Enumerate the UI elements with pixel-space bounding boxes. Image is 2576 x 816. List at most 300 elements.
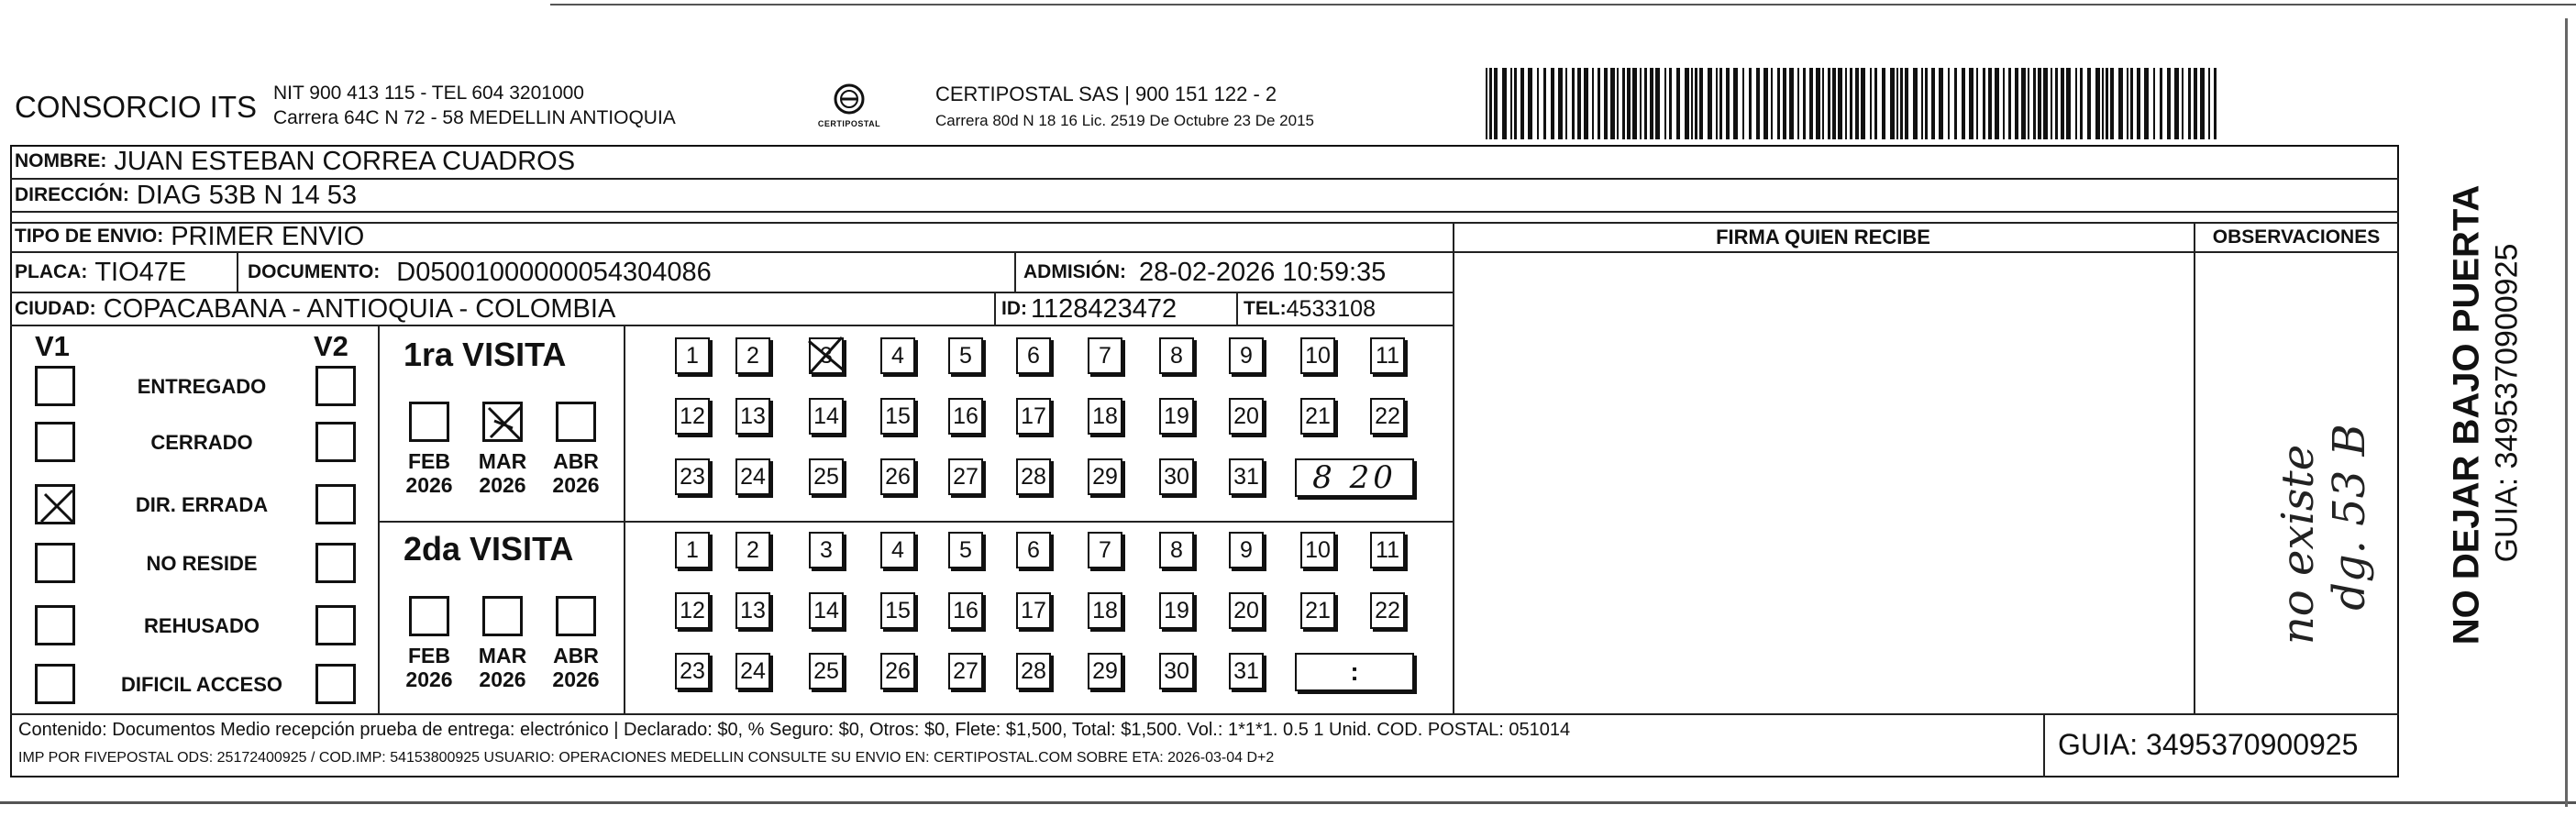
ciudad-value: COPACABANA - ANTIOQUIA - COLOMBIA [103,293,616,324]
documento-value: D05001000000054304086 [396,257,712,287]
day-number: 23 [680,657,705,684]
barcode-bar [2066,68,2071,139]
v2-column-header: V2 [314,330,348,362]
firma-area[interactable] [1454,253,2194,713]
placa-row [15,253,186,292]
barcode-bar [1976,68,1978,139]
v1-checkbox[interactable] [35,664,75,704]
day-number: 28 [1021,463,1046,490]
tipo-envio-label: TIPO DE ENVIO: [15,226,164,247]
footer-guia-divider [2043,713,2045,777]
id-row [1001,293,1177,325]
barcode-bar [2106,68,2108,139]
day-number: 17 [1021,597,1046,623]
tel-value: 4533108 [1286,295,1376,322]
row-divider [10,178,2399,180]
barcode-bar [1551,68,1554,139]
day-box[interactable] [1016,337,1051,374]
month-label: FEB [408,644,450,667]
day-box[interactable] [1016,398,1051,435]
nombre-row [15,145,575,178]
status-label: CERRADO [150,431,253,454]
visit-time-box[interactable] [1295,458,1414,497]
day-box[interactable] [1016,458,1051,495]
month-year: 2026 [552,667,600,691]
day-number: 19 [1164,402,1189,429]
barcode-bar [1896,68,1898,139]
day-box[interactable] [1159,337,1194,374]
barcode-bar [1510,68,1512,139]
barcode-bar [1650,68,1653,139]
certipostal-logo [813,79,886,134]
barcode-bar [2188,68,2191,139]
day-number: 6 [1027,536,1040,563]
barcode-bar [1669,68,1672,139]
barcode-bar [2174,68,2179,139]
day-number: 11 [1376,342,1399,369]
day-box[interactable] [1159,653,1194,689]
barcode-bar [2130,68,2133,139]
day-box[interactable] [948,337,983,374]
barcode-bar [1921,68,1923,139]
v1-column-header: V1 [35,330,70,362]
carrier-name: CERTIPOSTAL SAS | 900 151 122 - 2 [935,83,1277,105]
month-checkbox-feb[interactable] [409,596,449,636]
day-number: 22 [1375,597,1400,623]
day-box[interactable] [1300,532,1335,568]
barcode-bar [1598,68,1600,139]
day-box[interactable] [880,592,915,629]
day-box[interactable] [675,458,710,495]
barcode-bar [2137,68,2140,139]
documento-label: DOCUMENTO: [248,261,381,282]
day-box[interactable] [1229,653,1264,689]
barcode-bar [1708,68,1712,139]
day-number: 13 [740,402,766,429]
barcode-bar [1691,68,1693,139]
barcode-bar [1783,68,1786,139]
day-box[interactable] [880,458,915,495]
v2-checkbox[interactable] [315,366,356,406]
month-label: MAR [478,449,527,473]
day-box[interactable] [735,398,770,435]
barcode-bar [1676,68,1680,139]
day-box[interactable] [675,592,710,629]
barcode-bar [1627,68,1631,139]
month-label: MAR [478,644,527,667]
barcode-bar [1494,68,1498,139]
company-nit-tel: NIT 900 413 115 - TEL 604 3201000 [273,83,584,104]
day-number: 8 [1170,342,1183,369]
day-box[interactable] [880,398,915,435]
day-number: 10 [1305,342,1331,369]
barcode-bar [1610,68,1615,139]
visit-time: 8 20 [1312,459,1397,496]
id-value: 1128423472 [1031,293,1177,324]
day-number: 1 [686,342,699,369]
day-box[interactable] [675,653,710,689]
day-number: 4 [891,536,904,563]
day-number: 2 [746,342,759,369]
placa-label: PLACA: [15,261,88,282]
row-divider [10,325,1453,326]
barcode-bar [2021,68,2026,139]
day-box[interactable] [1300,337,1335,374]
month-checkbox-mar[interactable] [482,402,523,442]
day-box[interactable] [1300,398,1335,435]
day-box[interactable] [809,653,844,689]
barcode-bar [2015,68,2018,139]
tipo-envio-row [15,222,364,251]
barcode-bar [1763,68,1768,139]
day-number: 16 [953,597,978,623]
barcode-bar [1850,68,1852,139]
barcode-bar [1695,68,1697,139]
barcode-bar [1816,68,1820,139]
placa-divider [237,253,238,292]
day-box[interactable] [809,532,844,568]
barcode-bar [2208,68,2210,139]
day-number: 27 [953,657,978,684]
barcode-bar [1771,68,1773,139]
day-box[interactable] [1370,398,1405,435]
direccion-row [15,180,357,211]
status-label: DIFICIL ACCESO [120,673,282,696]
barcode-bar [1733,68,1738,139]
day-box[interactable] [880,337,915,374]
barcode-bar [2144,68,2149,139]
day-box[interactable] [1088,337,1122,374]
day-number: 3 [820,536,833,563]
day-box[interactable] [735,458,770,495]
observaciones-header: OBSERVACIONES [2212,226,2381,248]
barcode-bar [2061,68,2064,139]
barcode-bar [1797,68,1799,139]
v2-checkbox[interactable] [315,664,356,704]
admision-row [1023,253,1386,292]
barcode-bar [1855,68,1859,139]
barcode-bar [1685,68,1689,139]
day-box[interactable] [1229,337,1264,374]
day-box[interactable] [735,653,770,689]
barcode-bar [1558,68,1563,139]
day-box[interactable] [948,458,983,495]
day-box[interactable] [948,653,983,689]
barcode-bar [2043,68,2048,139]
nombre-value: JUAN ESTEBAN CORREA CUADROS [114,146,576,176]
barcode-bar [1939,68,1943,139]
day-box[interactable] [1088,653,1122,689]
day-box[interactable] [1159,592,1194,629]
day-number: 9 [1240,536,1253,563]
day-number: 6 [1027,342,1040,369]
day-number: 27 [953,463,978,490]
month-checkbox-abr[interactable] [556,596,596,636]
day-number: 3 [820,342,833,369]
v1-checkbox[interactable] [35,605,75,645]
v1-checkbox[interactable] [35,422,75,462]
barcode-bar [2182,68,2184,139]
day-box[interactable] [1088,458,1122,495]
v2-checkbox[interactable] [315,422,356,462]
day-number: 18 [1092,402,1118,429]
barcode-bar [2095,68,2100,139]
status-label: REHUSADO [144,614,260,637]
day-number: 12 [680,402,705,429]
barcode-bar [1803,68,1806,139]
company-address: Carrera 64C N 72 - 58 MEDELLIN ANTIOQUIA [273,107,676,128]
day-number: 10 [1305,536,1331,563]
visit-time: : [1350,657,1359,686]
month-year: 2026 [405,473,453,497]
day-box[interactable] [735,532,770,568]
barcode-bar [1962,68,1965,139]
scan-edge-top [550,4,2576,6]
day-box[interactable] [1229,532,1264,568]
barcode-bar [1742,68,1744,139]
footer-guia: GUIA: 3495370900925 [2058,728,2359,761]
certipostal-logo-text: CERTIPOSTAL [817,119,881,128]
day-box[interactable] [809,592,844,629]
barcode-bar [1572,68,1575,139]
day-number: 24 [740,657,766,684]
visit-time-box[interactable] [1295,653,1414,691]
id-divider [994,293,996,325]
day-box[interactable] [809,458,844,495]
row-divider [10,211,2399,213]
day-box[interactable] [735,592,770,629]
ciudad-row [15,293,615,325]
month-checkbox-feb[interactable] [409,402,449,442]
observaciones-line-2: dg. 53 B [2324,424,2375,611]
barcode-bar [1948,68,1950,139]
day-box[interactable] [1159,532,1194,568]
day-box[interactable] [675,337,710,374]
company-name: CONSORCIO ITS [15,90,258,124]
footer-imp: IMP POR FIVEPOSTAL ODS: 25172400925 / COD.IMP: 54153800925 USUARIO: OPERACIONES MEDELLIN CONSULTE SU ENVIO EN: CERTIPOSTAL.COM SOBRE ETA: 2026-03-04 D+2 [18,750,1275,766]
barcode-bar [1756,68,1760,139]
barcode-bar [1913,68,1918,139]
day-box[interactable] [675,398,710,435]
day-number: 29 [1092,463,1118,490]
barcode-bar [2214,68,2217,139]
day-box[interactable] [1016,653,1051,689]
barcode-bar [1777,68,1780,139]
barcode-bar [1900,68,1903,139]
barcode-bar [1565,68,1567,139]
month-year: 2026 [479,667,526,691]
day-box[interactable] [880,532,915,568]
direccion-label: DIRECCIÓN: [15,184,129,205]
day-box[interactable] [1229,398,1264,435]
barcode-bar [1861,68,1865,139]
barcode-bar [1716,68,1718,139]
v2-checkbox[interactable] [315,543,356,583]
barcode-bar [1604,68,1608,139]
day-box[interactable] [948,592,983,629]
barcode-bar [1726,68,1730,139]
day-box[interactable] [1159,398,1194,435]
barcode-bar [1528,68,1532,139]
day-number: 31 [1233,463,1259,490]
barcode-bar [2055,68,2058,139]
barcode-bar [2200,68,2205,139]
day-box[interactable] [1300,592,1335,629]
documento-row [248,253,712,292]
day-box[interactable] [1016,592,1051,629]
barcode-bar [1983,68,1985,139]
tel-label: TEL: [1244,298,1287,319]
day-box[interactable] [675,532,710,568]
day-box[interactable] [1088,592,1122,629]
day-number: 31 [1233,657,1259,684]
day-number: 28 [1021,657,1046,684]
barcode-bar [1969,68,1973,139]
barcode-bar [2051,68,2052,139]
barcode-bar [1749,68,1752,139]
day-box[interactable] [1159,458,1194,495]
barcode-bar [1845,68,1847,139]
footer-contenido: Contenido: Documentos Medio recepción prueba de entrega: electrónico | Declarado: $0, % Seguro: $0, Otros: $0, Flete: $1,500, Total: $1,500. Vol.: 1*1*1. 0.5 1 Unid. COD. POSTAL: 051014 [18,720,1571,740]
day-box[interactable] [1370,337,1405,374]
admision-divider [1014,253,1016,292]
day-number: 14 [813,402,839,429]
barcode-bar [2194,68,2197,139]
barcode-bar [1520,68,1524,139]
day-number: 25 [813,463,839,490]
barcode-bar [1822,68,1824,139]
month-year: 2026 [405,667,453,691]
barcode-bar [1632,68,1637,139]
barcode-bar [2087,68,2091,139]
v1-checkbox[interactable] [35,366,75,406]
barcode-bar [1809,68,1813,139]
barcode-bar [2118,68,2123,139]
barcode-bar [1870,68,1872,139]
day-number: 26 [885,657,911,684]
nombre-label: NOMBRE: [15,150,107,171]
scan-edge-right [2565,18,2568,807]
scan-edge-bottom [0,801,2576,804]
day-number: 22 [1375,402,1400,429]
barcode-bar [2167,68,2171,139]
barcode-bar [2028,68,2029,139]
day-cross-mark [807,336,847,376]
placa-value: TIO47E [94,257,187,287]
barcode-bar [1543,68,1546,139]
day-number: 13 [740,597,766,623]
barcode-bar [1592,68,1594,139]
month-label: ABR [553,449,599,473]
status-label: NO RESIDE [146,552,258,575]
barcode-bar [1577,68,1581,139]
day-box[interactable] [1088,398,1122,435]
day-number: 12 [680,597,705,623]
barcode-bar [2075,68,2077,139]
day-number: 5 [959,342,972,369]
barcode-bar [1719,68,1722,139]
barcode-bar [2080,68,2083,139]
month-label: ABR [553,644,599,667]
ciudad-label: CIUDAD: [15,298,96,319]
v2-checkbox[interactable] [315,484,356,524]
barcode-bar [1828,68,1830,139]
barcode-bar [2127,68,2128,139]
day-number: 26 [885,463,911,490]
month-checkbox-mar[interactable] [482,596,523,636]
admision-label: ADMISIÓN: [1023,261,1126,282]
observaciones-handwriting [2195,253,2399,713]
v1-checkbox[interactable] [35,484,75,524]
day-box[interactable] [735,337,770,374]
day-box[interactable] [948,532,983,568]
day-box[interactable] [1016,532,1051,568]
day-number: 2 [746,536,759,563]
barcode-bar [2110,68,2114,139]
day-number: 21 [1305,597,1331,623]
side-text-container [2412,138,2525,688]
tipo-envio-value: PRIMER ENVIO [171,221,365,251]
v1-checkbox[interactable] [35,543,75,583]
barcode-bar [1486,68,1487,139]
visit-divider [378,521,1453,523]
visit-title: 2da VISITA [404,530,574,568]
day-box[interactable] [1088,532,1122,568]
day-number: 4 [891,342,904,369]
barcode-bar [1502,68,1507,139]
barcode-bar [1789,68,1794,139]
barcode-bar [1890,68,1895,139]
visit-title: 1ra VISITA [404,336,567,373]
day-box[interactable] [809,337,844,374]
grid-bottom [10,713,2399,715]
day-box[interactable] [948,398,983,435]
barcode-bar [2003,68,2005,139]
day-number: 8 [1170,536,1183,563]
day-box[interactable] [880,653,915,689]
side-guia: GUIA: 3495370900925 [2489,243,2525,563]
day-number: 1 [686,536,699,563]
observaciones-line-1: no existe [2272,444,2324,645]
barcode-bar [2033,68,2036,139]
day-number: 7 [1099,536,1111,563]
day-number: 9 [1240,342,1253,369]
status-label: ENTREGADO [137,375,267,398]
month-checkbox-abr[interactable] [556,402,596,442]
barcode-bar [1644,68,1647,139]
day-number: 21 [1305,402,1331,429]
admision-value: 28-02-2026 10:59:35 [1139,257,1387,287]
day-number: 7 [1099,342,1111,369]
day-number: 20 [1233,402,1259,429]
day-box[interactable] [1229,592,1264,629]
barcode-bar [1489,68,1492,139]
day-number: 20 [1233,597,1259,623]
barcode-bar [1664,68,1666,139]
v2-checkbox[interactable] [315,605,356,645]
day-box[interactable] [1370,592,1405,629]
day-number: 30 [1164,657,1189,684]
day-box[interactable] [1229,458,1264,495]
barcode-bar [1617,68,1619,139]
barcode-bar [1931,68,1935,139]
barcode-bar [1537,68,1539,139]
day-box[interactable] [809,398,844,435]
day-number: 14 [813,597,839,623]
barcode-bar [1514,68,1517,139]
barcode-bar [1925,68,1928,139]
day-box[interactable] [1370,532,1405,568]
